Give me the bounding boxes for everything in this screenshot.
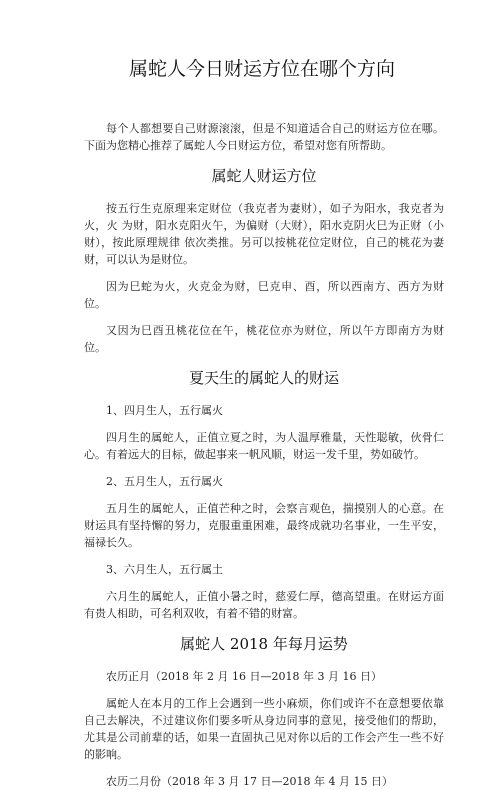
subheading-lunar-second-month: 农历二月份（2018 年 3 月 17 日—2018 年 4 月 15 日） [106,775,393,788]
subheading-june: 3、六月生人，五行属土 [106,563,223,576]
subheading-may: 2、五月生人，五行属火 [106,475,223,488]
subheading-lunar-first-month: 农历正月（2018 年 2 月 16 日—2018 年 3 月 16 日） [106,670,382,683]
paragraph: 五月生的属蛇人，正值芒种之时，会察言观色，揣摸别人的心意。在财运具有坚持懈的努力，克服重重困难，最终成就功名事业，一生平安，福禄长久。 [84,502,444,549]
paragraph: 属蛇人在本月的工作上会遇到一些小麻烦，你们或许不在意想要依靠自己去解决，不过建议你们要多听从身边同事的意见，接受他们的帮助，尤其是公司前辈的话，如果一直固执己见对你以后的工作会产生一些不好的影响。 [84,697,444,761]
section-heading-snake-wealth-direction: 属蛇人财运方位 [211,167,317,185]
paragraph: 四月生的属蛇人，正值立夏之时，为人温厚雅量，天性聪敏，伙骨仁心。有着远大的目标，做起事来一帆风顺，财运一发千里，势如破竹。 [84,431,444,461]
section-heading-summer-born-fortune: 夏天生的属蛇人的财运 [188,369,339,387]
paragraph: 按五行生克原理来定财位（我克者为妻财），如子为阳水，我克者为火，火 为财，阳水克阳火午，为偏财（大财），阳水克阴火巳为正财（小财），按此原理规律 依次类推。另可以按桃花位定财位，自己的桃花为妻财，可以认为是财位。 [84,202,444,266]
paragraph: 因为巳蛇为火，火克金为财，巳克申、酉，所以西南方、西方为财位。 [84,280,444,310]
paragraph: 又因为巳酉丑桃花位在午，桃花位亦为财位，所以午方即南方为财位。 [84,324,444,354]
section-heading-2018-monthly-fortune: 属蛇人 2018 年每月运势 [180,635,348,653]
intro-paragraph: 每个人都想要自己财源滚滚，但是不知道适合自己的财运方位在哪。下面为您精心推荐了属蛇人今日财运方位，希望对您有所帮助。 [84,122,444,152]
subheading-april: 1、四月生人，五行属火 [106,404,223,417]
article-title: 属蛇人今日财运方位在哪个方向 [128,58,395,80]
paragraph: 六月生的属蛇人，正值小暑之时，慈爱仁厚，德高望重。在财运方面有贵人相助，可名利双收，有着不错的财富。 [84,590,444,620]
